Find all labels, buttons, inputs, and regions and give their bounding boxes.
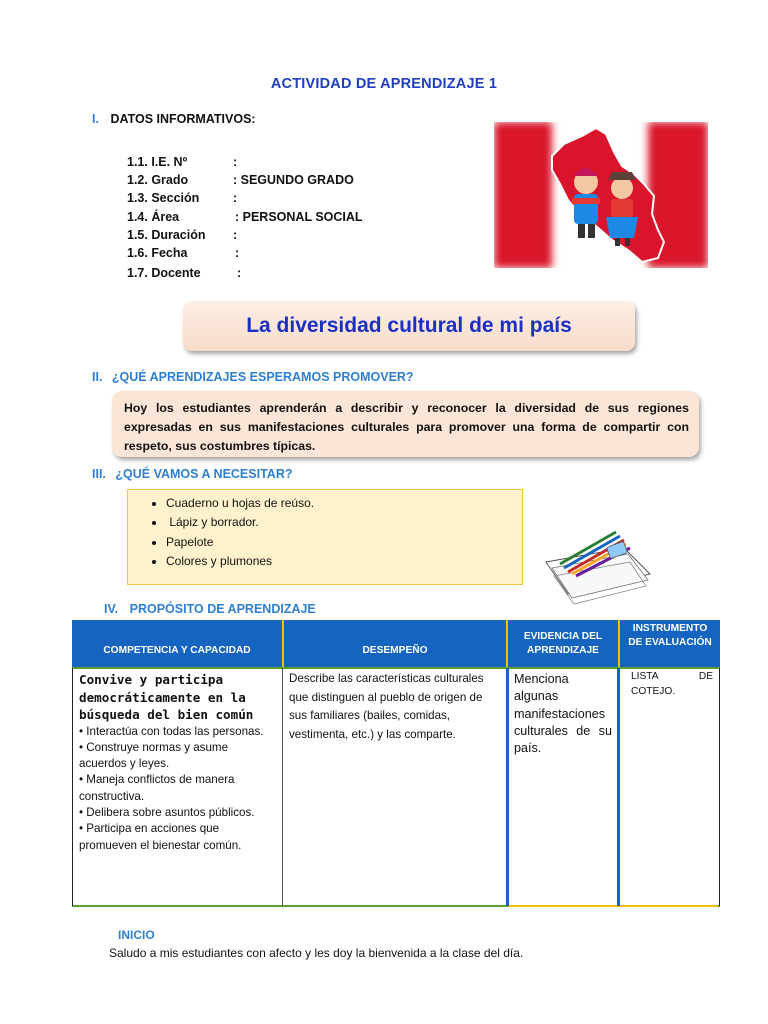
section-number: IV. (104, 602, 119, 616)
section-title: ¿QUÉ APRENDIZAJES ESPERAMOS PROMOVER? (111, 370, 414, 384)
datos-value: : (233, 155, 238, 169)
materials-list (128, 490, 522, 571)
proposito-table (72, 620, 720, 910)
materials-box (127, 489, 523, 585)
capacidad-item: • Construye normas y asume acuerdos y leyes. (79, 740, 229, 771)
header-evidencia: EVIDENCIA DEL APRENDIZAJE (523, 631, 603, 656)
datos-value: : (233, 227, 238, 242)
datos-item (127, 226, 363, 244)
section-necesitar-heading (92, 467, 292, 481)
table-header (72, 620, 720, 668)
datos-item (127, 171, 363, 189)
lesson-title-banner (183, 301, 635, 351)
datos-value: : (235, 246, 240, 261)
datos-label: 1.7. Docente (127, 266, 201, 281)
datos-list (127, 153, 363, 282)
boy-icon (572, 168, 600, 238)
header-desempeno: DESEMPEÑO (362, 645, 428, 656)
section-aprendizajes-heading (92, 370, 414, 384)
peru-flag-illustration (494, 122, 708, 268)
header-instrumento: INSTRUMENTO DE EVALUACIÓN (628, 623, 712, 648)
datos-label: 1.2. Grado (127, 173, 189, 188)
inicio-text: Saludo a mis estudiantes con afecto y les doy la bienvenida a la clase del día. (109, 946, 524, 960)
datos-label: 1.1. I.E. Nº (127, 155, 188, 169)
section-title: ¿QUÉ VAMOS A NECESITAR? (115, 467, 293, 481)
datos-value: : (237, 266, 242, 281)
list-item: • Lápiz y borrador. (166, 513, 522, 532)
cell-evidencia: Menciona algunas manifestaciones culturales de su país. (514, 672, 612, 756)
datos-item (127, 208, 363, 226)
capacidad-item: • Delibera sobre asuntos públicos. (79, 805, 255, 819)
section-title: DATOS INFORMATIVOS: (110, 112, 256, 126)
cell-instrumento: LISTA DE COTEJO. (631, 671, 713, 697)
cell-desempeno: Describe las características culturales que distinguen al pueblo de origen de sus familiares (bailes, comidas, vestimenta, etc.) y las comparte. (289, 672, 484, 741)
datos-value: : PERSONAL SOCIAL (235, 209, 363, 224)
aprendizajes-box (112, 391, 699, 457)
datos-label: 1.4. Área (127, 209, 180, 224)
capacidad-item: • Maneja conflictos de manera constructiva. (79, 773, 235, 803)
page-title: ACTIVIDAD DE APRENDIZAJE 1 (270, 76, 498, 92)
datos-label: 1.6. Fecha (127, 246, 188, 261)
section-datos-heading (92, 112, 256, 126)
datos-label: 1.5. Duración (127, 227, 206, 242)
datos-item (127, 244, 363, 262)
datos-item (127, 153, 363, 171)
competencia-title: Convive y participa democráticamente en la búsqueda del bien común (79, 672, 254, 722)
section-number: II. (92, 370, 103, 384)
section-number: I. (92, 112, 99, 126)
list-item: • Cuaderno u hojas de reúso. (166, 494, 522, 513)
flag-left-stripe (494, 122, 552, 268)
datos-value: : SEGUNDO GRADO (233, 173, 354, 188)
datos-item (127, 189, 363, 207)
peru-map-icon (552, 128, 664, 262)
lesson-title: La diversidad cultural de mi país (246, 314, 572, 337)
school-supplies-illustration (538, 518, 656, 606)
datos-label: 1.3. Sección (127, 191, 200, 206)
list-item: • Papelote (166, 533, 522, 552)
section-number: III. (92, 467, 106, 481)
datos-value: : (233, 191, 238, 206)
datos-item (127, 264, 363, 282)
cell-competencia (79, 671, 277, 854)
inicio-heading: INICIO (118, 928, 155, 942)
section-title: PROPÓSITO DE APRENDIZAJE (129, 602, 316, 616)
aprendizajes-text: Hoy los estudiantes aprenderán a describir y reconocer la diversidad de sus regiones expresadas en sus manifestaciones culturales para promover una forma de compartir con respeto, sus costumbres típicas. (124, 401, 689, 453)
section-proposito-heading (104, 602, 316, 616)
list-item: • Colores y plumones (166, 552, 522, 571)
header-competencia: COMPETENCIA Y CAPACIDAD (103, 645, 251, 656)
capacidad-item: • Participa en acciones que promueven el bienestar común. (79, 822, 242, 852)
capacidad-item: • Interactúa con todas las personas. (79, 724, 264, 738)
